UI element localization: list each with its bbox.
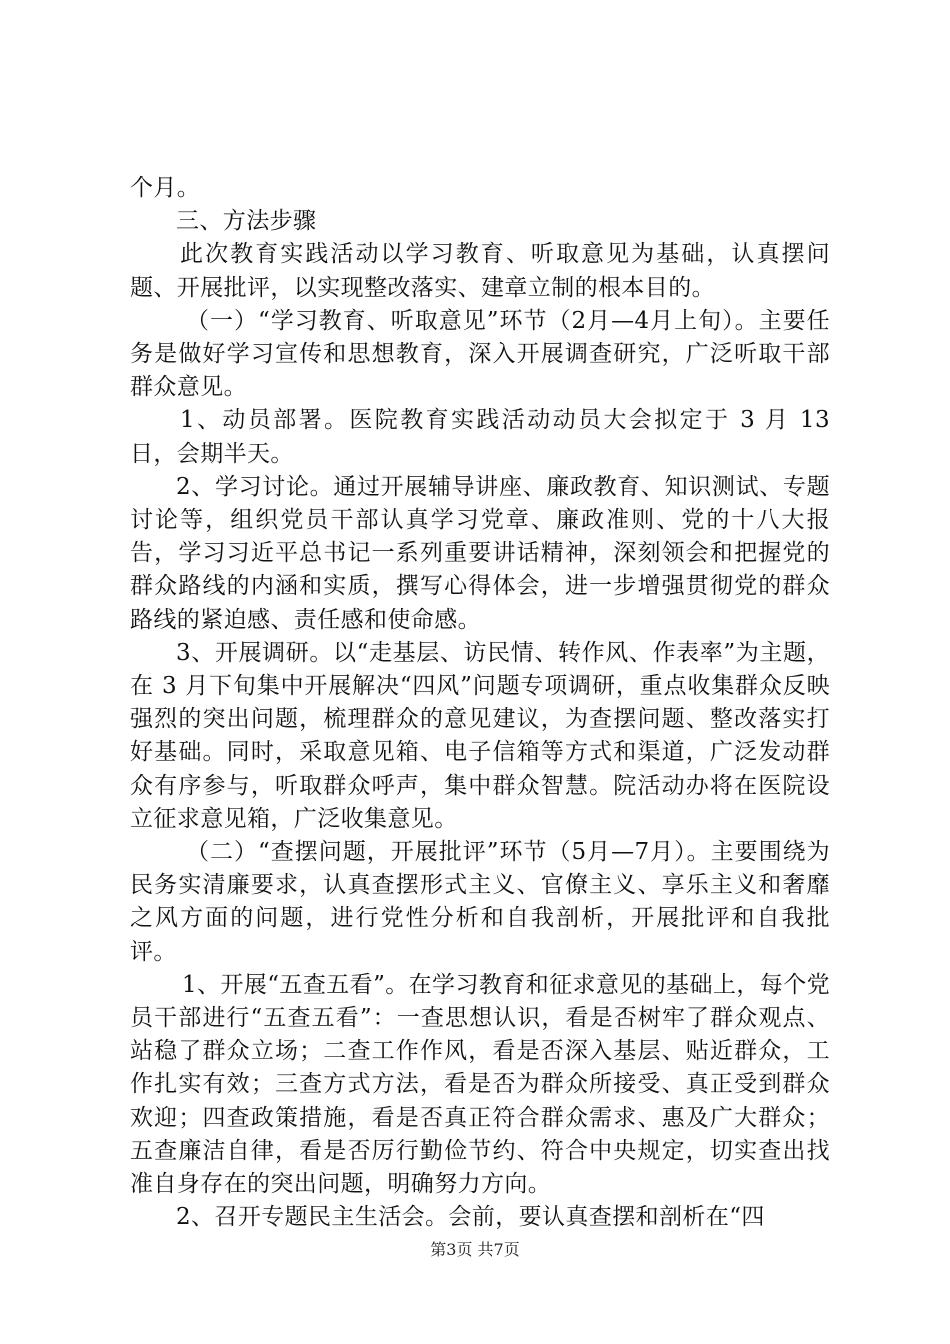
paragraph-step-study: 2、学习讨论。通过开展辅导讲座、廉政教育、知识测试、专题讨论等，组织党员干部认真学习党章、廉政准则、党的十八大报告，学习习近平总书记一系列重要讲话精神，深刻领会和把握党的群众路线的内涵和实质，撰写心得体会，进一步增强贯彻党的群众路线的紧迫感、责任感和使命感。 — [130, 473, 830, 633]
paragraph-step-meeting: 2、召开专题民主生活会。会前，要认真查摆和剖析在“四 — [176, 1204, 765, 1231]
paragraph-step-mobilize: 1、动员部署。医院教育实践活动动员大会拟定于 3 月 13 日，会期半天。 — [130, 407, 830, 467]
paragraph-intro: 此次教育实践活动以学习教育、听取意见为基础，认真摆问题、开展批评，以实现整改落实、建章立制的根本目的。 — [130, 241, 830, 301]
paragraph-step-research: 3、开展调研。以“走基层、访民情、转作风、作表率”为主题，在 3 月下旬集中开展解决“四风”问题专项调研，重点收集群众反映强烈的突出问题，梳理群众的意见建议，为查摆问题、整改落实打好基础。同时，采取意见箱、电子信箱等方式和渠道，广泛发动群众有序参与，听取群众呼声，集中群众智慧。院活动办将在医院设立征求意见箱，广泛收集意见。 — [130, 639, 830, 832]
paragraph-step-five-checks: 1、开展“五查五看”。在学习教育和征求意见的基础上，每个党员干部进行“五查五看”：一查思想认识，看是否树牢了群众观点、站稳了群众立场；二查工作作风，看是否深入基层、贴近群众，工作扎实有效；三查方式方法，看是否为群众所接受、真正受到群众欢迎；四查政策措施，看是否真正符合群众需求、惠及广大群众；五查廉洁自律，看是否厉行勤俭节约、符合中央规定，切实查出找准自身存在的突出问题，明确努力方向。 — [130, 971, 830, 1198]
paragraph-stage-two: （二）“查摆问题，开展批评”环节（5月—7月）。主要围绕为民务实清廉要求，认真查摆形式主义、官僚主义、享乐主义和奢靡之风方面的问题，进行党性分析和自我剖析，开展批评和自我批评。 — [130, 839, 830, 965]
paragraph-continuation: 个月。 — [130, 175, 201, 201]
document-body — [130, 172, 830, 1235]
page-footer: 第3页 共7页 — [430, 1240, 520, 1259]
paragraph-stage-one: （一）“学习教育、听取意见”环节（2月—4月上旬）。主要任务是做好学习宣传和思想教育，深入开展调查研究，广泛听取干部群众意见。 — [130, 307, 830, 401]
section-heading-methods: 三、方法步骤 — [176, 208, 317, 235]
